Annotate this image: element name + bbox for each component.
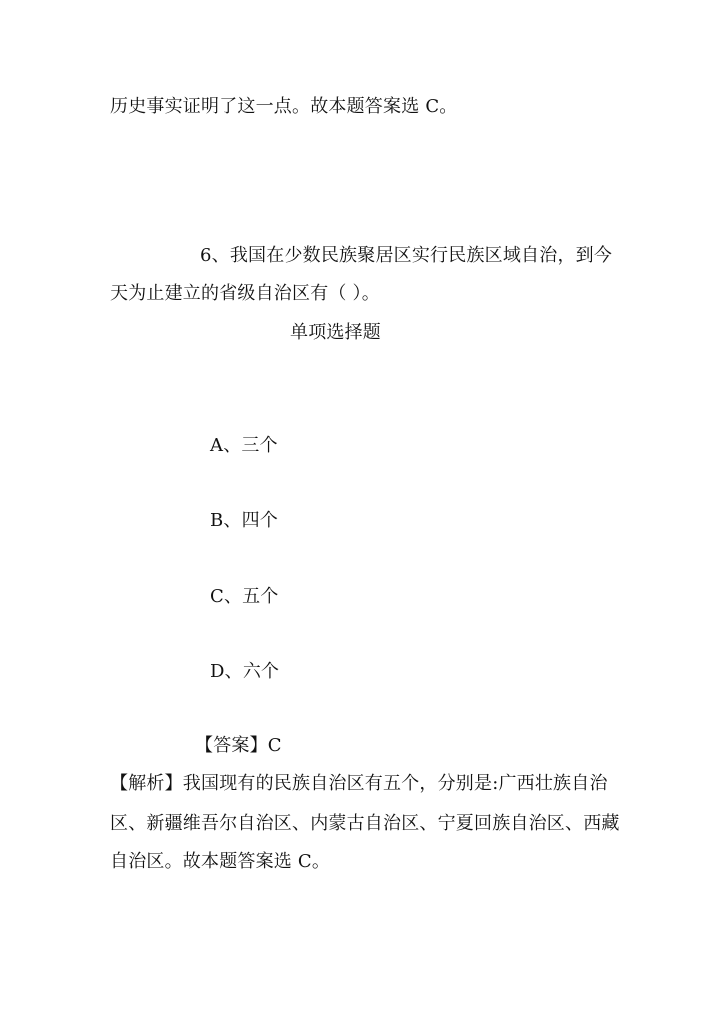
option-b: B、四个 [210,510,279,531]
option-d: D、六个 [210,661,280,682]
question-type: 单项选择题 [290,322,381,343]
explanation-line-1: 【解析】我国现有的民族自治区有五个，分别是:广西壮族自治 [110,773,608,794]
option-c: C、五个 [210,586,279,607]
explanation-line-3: 自治区。故本题答案选 C。 [110,851,331,872]
question-text-line-2: 天为止建立的省级自治区有（ ）。 [110,283,380,304]
answer-line: 【答案】C [195,735,282,756]
question-text-line-1: 6、我国在少数民族聚居区实行民族区域自治，到今 [200,245,613,266]
option-a: A、三个 [210,435,278,456]
explanation-line-2: 区、新疆维吾尔自治区、内蒙古自治区、宁夏回族自治区、西藏 [110,813,620,834]
previous-answer-tail: 历史事实证明了这一点。故本题答案选 C。 [110,96,458,117]
